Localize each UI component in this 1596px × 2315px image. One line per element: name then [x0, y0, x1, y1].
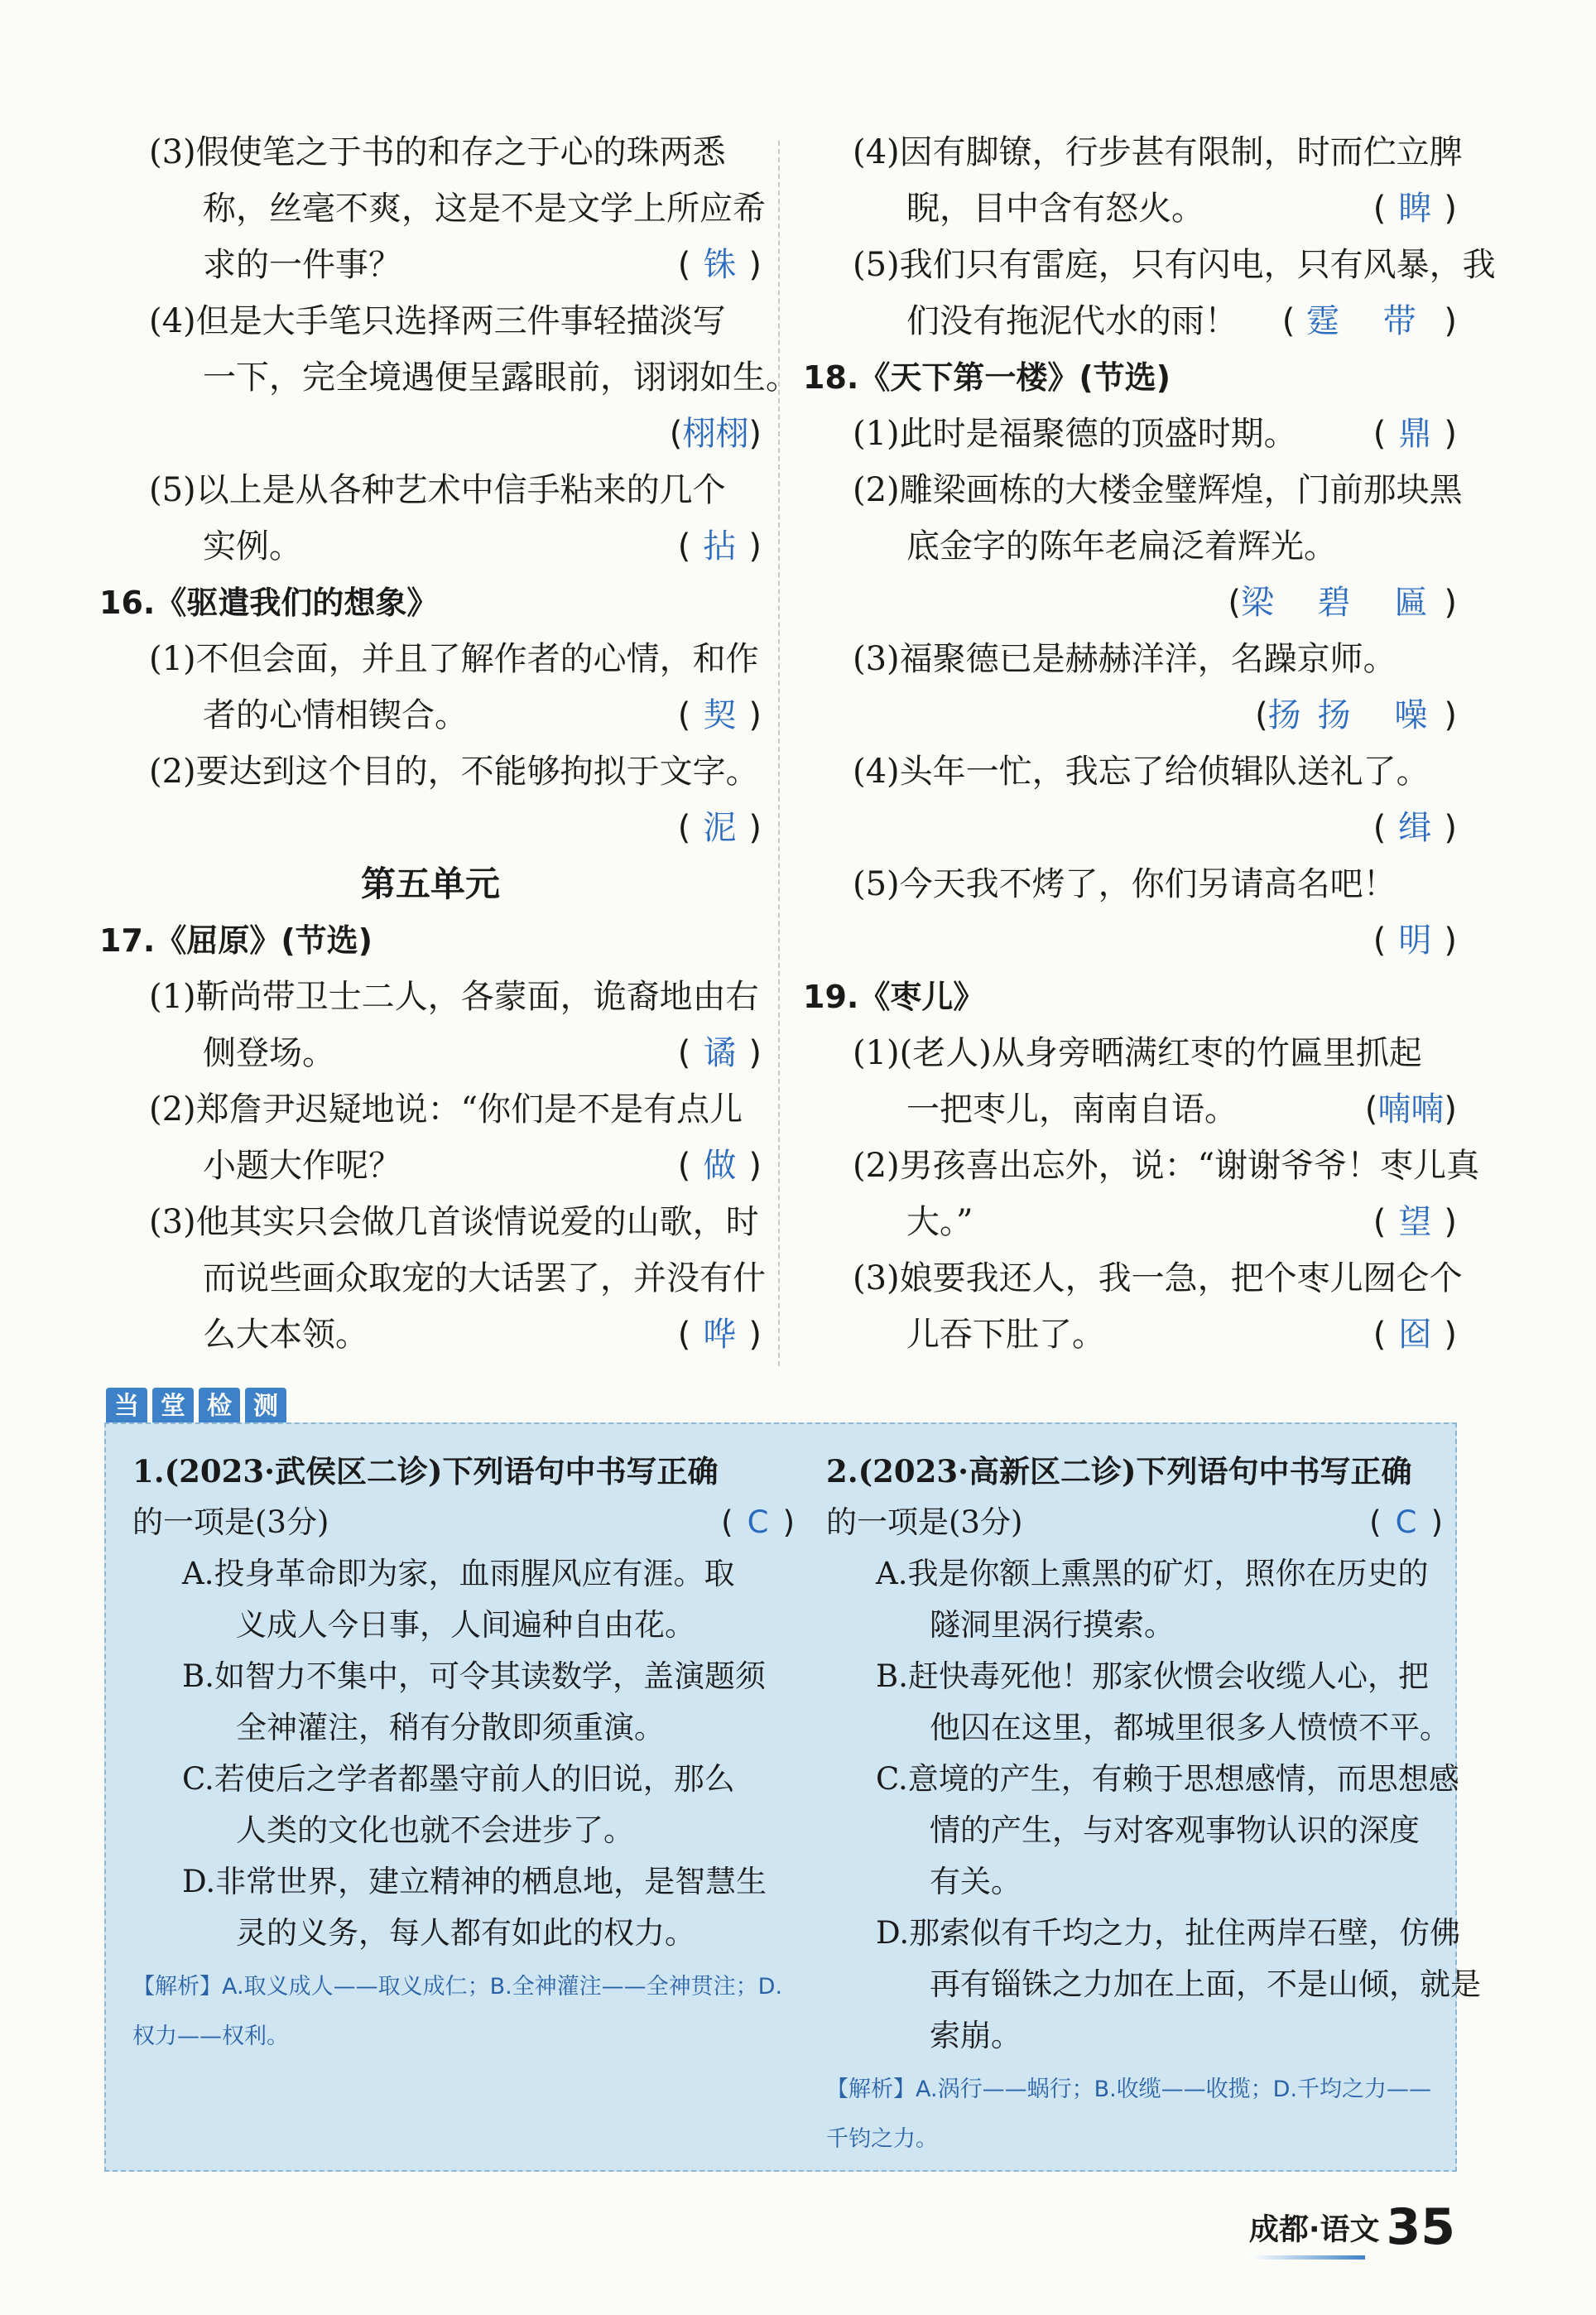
answer-text: 霆 带 — [1306, 302, 1433, 340]
text-line — [826, 1651, 1443, 1702]
text-line — [803, 518, 1457, 575]
line-text: 再有锱铢之力加在上面，不是山倾，就是 — [930, 1966, 1481, 2002]
left-column — [99, 124, 799, 1363]
paren-close: ) — [1444, 1203, 1457, 1241]
line-text: (4)头年一忙，我忘了给侦辑队送礼了。 — [853, 753, 1430, 791]
line-text: 大。” — [906, 1203, 973, 1241]
line-text: 称，丝毫不爽，这是不是文学上所应希 — [203, 190, 766, 228]
answer-text: 扬扬 噪 — [1267, 696, 1445, 734]
text-line — [132, 1805, 795, 1856]
analysis-note: 【解析】A.涡行——蜗行；B.收缆——收揽；D.千均之力——千钧之力。 — [826, 2077, 1432, 2152]
paren-close: ) — [748, 415, 762, 453]
line-text: 16.《驱遣我们的想象》 — [99, 585, 439, 621]
line-text: 全神灌注，稍有分散即须重演。 — [236, 1710, 665, 1745]
text-line — [99, 1194, 762, 1250]
paren-close: ) — [782, 1504, 795, 1540]
answer-blank — [1373, 180, 1457, 237]
line-text: 索崩。 — [930, 2018, 1022, 2053]
text-line — [826, 1754, 1459, 1805]
text-line — [99, 1025, 762, 1081]
paren-close: ) — [1444, 809, 1457, 847]
line-text: 侧登场。 — [203, 1034, 335, 1072]
paren-open: ( — [677, 1316, 691, 1354]
answer-text: 明 — [1398, 922, 1432, 960]
answer-text: 缉 — [1398, 809, 1432, 847]
text-line — [803, 293, 1457, 349]
line-text: (4)但是大手笔只选择两三件事轻描淡写 — [149, 302, 726, 340]
line-text: 者的心情相锲合。 — [203, 696, 468, 734]
line-text: 有关。 — [930, 1864, 1022, 1899]
paren-open: ( — [677, 1147, 691, 1185]
text-line — [99, 462, 762, 518]
paren-close: ) — [1430, 1504, 1443, 1540]
paren-open: ( — [1364, 1090, 1378, 1129]
answer-blank — [721, 1497, 795, 1548]
answer-text: 喃喃 — [1377, 1090, 1445, 1129]
footer-accent-bar — [1249, 2255, 1365, 2260]
text-line — [99, 800, 762, 856]
answer-text: 契 — [703, 696, 737, 734]
text-line — [99, 631, 762, 687]
answer-blank — [670, 406, 762, 462]
line-text: D.那索似有千均之力，扯住两岸石壁，仿佛 — [876, 1915, 1461, 1951]
line-text: (2)雕梁画栋的大楼金璧辉煌，门前那块黑 — [853, 471, 1463, 509]
column-divider — [778, 141, 780, 1366]
text-line — [826, 1856, 1443, 1908]
text-line — [803, 1025, 1457, 1081]
paren-open: ( — [1369, 1504, 1382, 1540]
analysis-note: 【解析】A.取义成人——取义成仁；B.全神灌注——全神贯注；D.权力——权利。 — [132, 1974, 783, 2049]
line-text: (2)郑詹尹迟疑地说：“你们是不是有点儿 — [149, 1090, 743, 1129]
paren-close: ) — [1444, 1316, 1457, 1354]
page-footer — [1249, 2198, 1455, 2256]
text-line — [99, 237, 762, 293]
paren-open: ( — [1255, 696, 1268, 734]
paren-open: ( — [669, 415, 683, 453]
paren-open: ( — [677, 696, 691, 734]
text-line — [99, 1138, 762, 1194]
line-text: (5)我们只有雷庭，只有闪电，只有风暴，我 — [853, 246, 1496, 284]
section-heading — [99, 575, 762, 631]
text-line — [132, 1702, 795, 1754]
answer-text: 望 — [1398, 1203, 1432, 1241]
line-text: 实例。 — [203, 527, 302, 566]
paren-open: ( — [1372, 809, 1387, 847]
paren-close: ) — [748, 1147, 762, 1185]
answer-blank — [1255, 687, 1457, 744]
line-text: (3)假使笔之于书的和存之于心的珠两悉 — [149, 133, 726, 171]
text-line — [803, 687, 1457, 744]
text-line — [803, 800, 1457, 856]
line-text: 底金字的陈年老扁泛着辉光。 — [906, 527, 1337, 566]
line-text: (5)今天我不烤了，你们另请高名吧！ — [853, 865, 1396, 903]
text-line — [99, 124, 762, 180]
text-line — [99, 293, 762, 349]
text-line — [803, 1138, 1480, 1194]
section-heading — [826, 1446, 1443, 1497]
tag-char: 堂 — [152, 1388, 194, 1426]
paren-open: ( — [1281, 302, 1296, 340]
line-text: C.意境的产生，有赖于思想感情，而思想感 — [876, 1761, 1459, 1797]
paren-close: ) — [748, 809, 762, 847]
text-line — [826, 1908, 1461, 1959]
paren-close: ) — [748, 1034, 762, 1072]
text-line — [99, 180, 766, 237]
line-text: 们没有拖泥代水的雨！ — [906, 302, 1238, 340]
line-text: 义成人今日事，人间遍种自由花。 — [236, 1607, 695, 1643]
line-text: A.我是你额上熏黑的矿灯，照你在历史的 — [876, 1556, 1429, 1591]
text-line — [826, 1600, 1443, 1651]
text-line — [826, 2010, 1443, 2062]
page-number: 35 — [1386, 2198, 1455, 2256]
paren-open: ( — [1372, 190, 1387, 228]
text-line — [826, 1497, 1443, 1548]
line-text: 一下，完全境遇便呈露眼前，诩诩如生。 — [203, 359, 799, 397]
line-text: 1.(2023·武侯区二诊)下列语句中书写正确 — [132, 1453, 719, 1490]
line-text: 的一项是(3分) — [826, 1504, 1023, 1540]
text-line — [99, 744, 762, 800]
answer-text: 铢 — [703, 246, 737, 284]
paren-close: ) — [1444, 584, 1457, 622]
answer-blank — [1282, 293, 1457, 349]
section-heading — [99, 912, 762, 969]
answer-blank — [678, 237, 762, 293]
answer-blank — [1373, 1194, 1457, 1250]
answer-blank — [678, 1138, 762, 1194]
text-line — [132, 1754, 795, 1805]
answer-blank — [678, 518, 762, 575]
text-line — [132, 1908, 795, 1959]
text-line — [803, 1307, 1457, 1363]
answer-blank — [1373, 1307, 1457, 1363]
line-text: 2.(2023·高新区二诊)下列语句中书写正确 — [826, 1453, 1412, 1490]
question-1 — [132, 1446, 795, 2062]
answer-blank — [678, 687, 762, 744]
line-text: 17.《屈原》(节选) — [99, 922, 373, 959]
paren-close: ) — [748, 696, 762, 734]
line-text: 19.《枣儿》 — [803, 979, 985, 1015]
classroom-test-tag — [106, 1388, 286, 1426]
text-line — [803, 1250, 1463, 1307]
line-text: 情的产生，与对客观事物认识的深度 — [930, 1812, 1420, 1848]
text-line — [803, 912, 1457, 969]
line-text: 一把枣儿，南南自语。 — [906, 1090, 1238, 1129]
paren-open: ( — [1372, 922, 1387, 960]
text-line — [803, 237, 1496, 293]
answer-text: 谲 — [703, 1034, 737, 1072]
text-line — [803, 462, 1463, 518]
text-line — [99, 518, 762, 575]
answer-blank — [1369, 1497, 1443, 1548]
section-heading — [803, 969, 1457, 1025]
text-line — [99, 687, 762, 744]
answer-text: 睥 — [1398, 190, 1432, 228]
line-text: 的一项是(3分) — [132, 1504, 329, 1540]
answer-blank — [1228, 575, 1457, 631]
answer-text: 梁 碧 匾 — [1240, 584, 1445, 622]
paren-open: ( — [1372, 415, 1387, 453]
tag-char: 测 — [245, 1388, 286, 1426]
line-text: (1)(老人)从身旁晒满红枣的竹匾里抓起 — [853, 1034, 1422, 1072]
classroom-test-box — [104, 1422, 1481, 2172]
paren-open: ( — [1372, 1316, 1387, 1354]
text-line — [99, 349, 799, 406]
line-text: 灵的义务，每人都有如此的权力。 — [236, 1915, 695, 1951]
answer-blank — [1365, 1081, 1457, 1138]
line-text: A.投身革命即为家，血雨腥风应有涯。取 — [182, 1556, 735, 1591]
line-text: 小题大作呢？ — [203, 1147, 401, 1185]
line-text: 儿吞下肚了。 — [906, 1316, 1105, 1354]
text-line — [826, 1959, 1481, 2010]
text-line — [132, 1497, 795, 1548]
text-line — [132, 1651, 795, 1702]
answer-blank — [678, 800, 762, 856]
tag-char: 检 — [199, 1388, 240, 1426]
line-text: 求的一件事？ — [203, 246, 401, 284]
text-line — [99, 969, 762, 1025]
text-line — [132, 1856, 795, 1908]
answer-text: C — [747, 1504, 769, 1540]
answer-blank — [1373, 912, 1457, 969]
line-text: (1)靳尚带卫士二人，各蒙面，诡裔地由右 — [149, 978, 759, 1016]
answer-text: 鼎 — [1398, 415, 1432, 453]
paren-open: ( — [677, 246, 691, 284]
line-text: B.赶快毒死他！那家伙惯会收缆人心，把 — [876, 1658, 1429, 1694]
text-line — [132, 1548, 795, 1600]
paren-open: ( — [721, 1504, 733, 1540]
text-line — [826, 1548, 1443, 1600]
answer-text: 泥 — [703, 809, 737, 847]
paren-open: ( — [677, 809, 691, 847]
line-text: 第五单元 — [360, 864, 500, 904]
line-text: (3)福聚德已是赫赫洋洋，名躁京师。 — [853, 640, 1396, 678]
line-text: 18.《天下第一楼》(节选) — [803, 359, 1171, 396]
answer-blank — [678, 1307, 762, 1363]
paren-close: ) — [748, 527, 762, 566]
paren-open: ( — [677, 527, 691, 566]
paren-close: ) — [1444, 190, 1457, 228]
paren-close: ) — [1444, 696, 1457, 734]
line-text: D.非常世界，建立精神的栖息地，是智慧生 — [182, 1864, 767, 1899]
paren-close: ) — [1444, 302, 1457, 340]
paren-open: ( — [1372, 1203, 1387, 1241]
text-line — [132, 1600, 795, 1651]
line-text: (5)以上是从各种艺术中信手粘来的几个 — [149, 471, 726, 509]
answer-text: 拈 — [703, 527, 737, 566]
text-line — [803, 1081, 1457, 1138]
answer-text: 栩栩 — [682, 415, 749, 453]
text-line — [826, 1805, 1443, 1856]
tag-char: 当 — [106, 1388, 147, 1426]
text-line — [803, 631, 1457, 687]
text-line — [99, 1081, 762, 1138]
line-text: (3)娘要我还人，我一急，把个枣儿囫仑个 — [853, 1259, 1463, 1297]
line-text: (1)此时是福聚德的顶盛时期。 — [853, 415, 1297, 453]
paren-close: ) — [748, 1316, 762, 1354]
text-line — [99, 1250, 766, 1307]
paren-open: ( — [1228, 584, 1241, 622]
line-text: B.如智力不集中，可令其读数学，盖演题须 — [182, 1658, 766, 1694]
line-text: 而说些画众取宠的大话罢了，并没有什 — [203, 1259, 766, 1297]
line-text: 么大本领。 — [203, 1316, 368, 1354]
footer-label: 成都·语文 — [1248, 2212, 1380, 2247]
paren-close: ) — [1444, 1090, 1457, 1129]
paren-close: ) — [1444, 415, 1457, 453]
line-text: (3)他其实只会做几首谈情说爱的山歌，时 — [149, 1203, 759, 1241]
paren-open: ( — [677, 1034, 691, 1072]
section-heading — [803, 349, 1457, 406]
line-text: C.若使后之学者都墨守前人的旧说，那么 — [182, 1761, 735, 1797]
text-line — [803, 744, 1457, 800]
line-text: 睨，目中含有怒火。 — [906, 190, 1204, 228]
answer-blank — [1373, 800, 1457, 856]
answer-text: 囵 — [1398, 1316, 1432, 1354]
line-text: 人类的文化也就不会进步了。 — [236, 1812, 634, 1848]
question-2 — [826, 1446, 1481, 2164]
text-line — [803, 856, 1457, 912]
text-line — [803, 124, 1463, 180]
text-line — [803, 406, 1457, 462]
unit-title — [99, 856, 762, 912]
answer-text: 做 — [703, 1147, 737, 1185]
right-column — [803, 124, 1496, 1363]
answer-blank — [678, 1025, 762, 1081]
text-line — [803, 575, 1457, 631]
answer-blank — [1373, 406, 1457, 462]
line-text: 他囚在这里，都城里很多人愤愤不平。 — [930, 1710, 1450, 1745]
paren-close: ) — [1444, 922, 1457, 960]
paren-close: ) — [748, 246, 762, 284]
text-line — [99, 406, 762, 462]
section-heading — [132, 1446, 795, 1497]
text-line — [99, 1307, 762, 1363]
text-line — [803, 180, 1457, 237]
line-text: (2)要达到这个目的，不能够拘拟于文字。 — [149, 753, 759, 791]
line-text: (2)男孩喜出忘外，说：“谢谢爷爷！枣儿真 — [853, 1147, 1480, 1185]
answer-text: C — [1395, 1504, 1417, 1540]
line-text: 隧洞里涡行摸索。 — [930, 1607, 1175, 1643]
text-line — [803, 1194, 1457, 1250]
line-text: (1)不但会面，并且了解作者的心情，和作 — [149, 640, 759, 678]
answer-text: 哗 — [703, 1316, 737, 1354]
line-text: (4)因有脚镣，行步甚有限制，时而伫立脾 — [853, 133, 1463, 171]
text-line — [826, 1702, 1450, 1754]
